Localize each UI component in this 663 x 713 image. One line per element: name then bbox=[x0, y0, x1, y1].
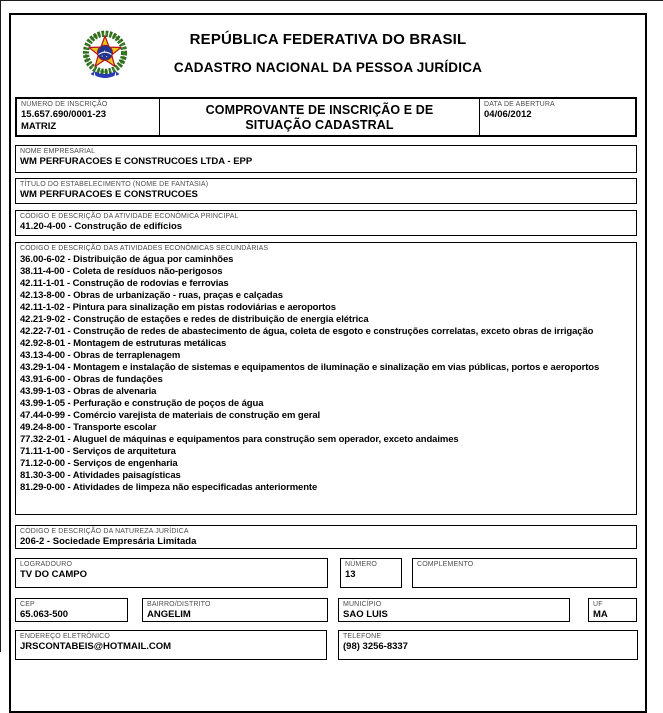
field-label: CÓDIGO E DESCRIÇÃO DA ATIVIDADE ECONÔMICA PRINCIPAL bbox=[20, 213, 239, 220]
field-complemento bbox=[412, 558, 637, 588]
field-value: 206-2 - Sociedade Empresária Limitada bbox=[20, 536, 197, 547]
certificate-title-cell bbox=[159, 99, 480, 135]
field-label: MUNICÍPIO bbox=[343, 601, 382, 608]
secondary-activities-list bbox=[20, 254, 632, 494]
activity-line: 36.00-6-02 - Distribuição de água por caminhões bbox=[20, 254, 234, 265]
field-label: UF bbox=[593, 601, 603, 608]
field-telefone bbox=[338, 630, 638, 660]
field-label: BAIRRO/DISTRITO bbox=[147, 601, 211, 608]
field-label: TELEFONE bbox=[343, 633, 382, 640]
activity-line: 43.91-6-00 - Obras de fundações bbox=[20, 374, 163, 385]
activity-line: 49.24-8-00 - Transporte escolar bbox=[20, 422, 157, 433]
activity-line: 43.13-4-00 - Obras de terraplenagem bbox=[20, 350, 181, 361]
field-label: DATA DE ABERTURA bbox=[484, 101, 555, 108]
page-title: REPÚBLICA FEDERATIVA DO BRASIL bbox=[189, 31, 467, 48]
field-label: NÚMERO DE INSCRIÇÃO bbox=[21, 101, 108, 108]
field-value: (98) 3256-8337 bbox=[343, 641, 408, 652]
field-natureza-juridica bbox=[15, 525, 637, 549]
activity-line: 47.44-0-99 - Comércio varejista de materiais de construção em geral bbox=[20, 410, 321, 421]
activity-line: 71.11-1-00 - Serviços de arquitetura bbox=[20, 446, 176, 457]
certificate-title-line1: COMPROVANTE DE INSCRIÇÃO E DE bbox=[205, 103, 434, 117]
screenshot-top-edge-line bbox=[0, 0, 663, 1]
field-value: 13 bbox=[345, 569, 356, 580]
field-uf bbox=[588, 598, 637, 622]
field-label: LOGRADOURO bbox=[20, 561, 73, 568]
field-value: WM PERFURACOES E CONSTRUCOES LTDA - EPP bbox=[20, 156, 253, 167]
field-bairro-distrito bbox=[142, 598, 328, 622]
activity-line: 42.92-8-01 - Montagem de estruturas metálicas bbox=[20, 338, 227, 349]
header-row-table bbox=[15, 97, 637, 137]
activity-line: 42.11-1-02 - Pintura para sinalização em pistas rodoviárias e aeroportos bbox=[20, 302, 336, 313]
field-label: NÚMERO bbox=[345, 561, 378, 568]
field-cep bbox=[15, 598, 128, 622]
matriz-flag: MATRIZ bbox=[21, 121, 57, 132]
field-value: JRSCONTABEIS@HOTMAIL.COM bbox=[20, 641, 172, 652]
field-endereco-eletronico bbox=[15, 630, 327, 660]
activity-line: 81.30-3-00 - Atividades paisagísticas bbox=[20, 470, 181, 481]
field-numero-inscricao bbox=[17, 99, 159, 135]
activity-line: 42.11-1-01 - Construção de rodovias e ferrovias bbox=[20, 278, 229, 289]
field-nome-empresarial bbox=[15, 145, 637, 173]
field-numero bbox=[340, 558, 402, 588]
field-value: 65.063-500 bbox=[20, 609, 69, 620]
field-atividade-principal bbox=[15, 210, 637, 236]
page-subtitle: CADASTRO NACIONAL DA PESSOA JURÍDICA bbox=[173, 60, 483, 75]
activity-line: 42.13-8-00 - Obras de urbanização - ruas, praças e calçadas bbox=[20, 290, 283, 301]
activity-line: 81.29-0-00 - Atividades de limpeza não especificadas anteriormente bbox=[20, 482, 318, 493]
activity-line: 77.32-2-01 - Aluguel de máquinas e equipamentos para construção sem operador, exceto andaimes bbox=[20, 434, 459, 445]
field-value: MA bbox=[593, 609, 608, 620]
field-value: SAO LUIS bbox=[343, 609, 388, 620]
field-label: CÓDIGO E DESCRIÇÃO DAS ATIVIDADES ECONÔMICAS SECUNDÁRIAS bbox=[20, 245, 269, 252]
screenshot-left-edge-line bbox=[0, 0, 1, 652]
field-atividades-secundarias bbox=[15, 242, 637, 515]
field-label: TÍTULO DO ESTABELECIMENTO (NOME DE FANTASIA) bbox=[20, 181, 209, 188]
activity-line: 43.99-1-03 - Obras de alvenaria bbox=[20, 386, 157, 397]
activity-line: 38.11-4-00 - Coleta de resíduos não-perigosos bbox=[20, 266, 223, 277]
field-label: ENDEREÇO ELETRÔNICO bbox=[20, 633, 110, 640]
activity-line: 42.22-7-01 - Construção de redes de abastecimento de água, coleta de esgoto e construções correlatas, exceto obras de irrigação bbox=[20, 326, 594, 337]
field-value: 41.20-4-00 - Construção de edifícios bbox=[20, 221, 183, 232]
activity-line: 43.99-1-05 - Perfuração e construção de poços de água bbox=[20, 398, 264, 409]
field-municipio bbox=[338, 598, 570, 622]
field-label: CEP bbox=[20, 601, 35, 608]
activity-line: 42.21-9-02 - Construção de estações e redes de distribuição de energia elétrica bbox=[20, 314, 369, 325]
field-value: 04/06/2012 bbox=[484, 109, 532, 120]
field-value: ANGELIM bbox=[147, 609, 191, 620]
activity-line: 71.12-0-00 - Serviços de engenharia bbox=[20, 458, 178, 469]
activity-line: 43.29-1-04 - Montagem e instalação de sistemas e equipamentos de iluminação e sinalização em vias públicas, portos e aeroportos bbox=[20, 362, 600, 373]
field-data-abertura bbox=[480, 99, 635, 135]
field-value: TV DO CAMPO bbox=[20, 569, 88, 580]
certificate-title-line2: SITUAÇÃO CADASTRAL bbox=[245, 118, 394, 132]
field-label: NOME EMPRESARIAL bbox=[20, 148, 96, 155]
field-logradouro bbox=[15, 558, 328, 588]
field-label: COMPLEMENTO bbox=[417, 561, 474, 568]
field-label: CÓDIGO E DESCRIÇÃO DA NATUREZA JURÍDICA bbox=[20, 528, 189, 535]
field-titulo-estabelecimento bbox=[15, 178, 637, 204]
field-value: 15.657.690/0001-23 bbox=[21, 109, 107, 120]
field-value: WM PERFURACOES E CONSTRUCOES bbox=[20, 189, 198, 200]
